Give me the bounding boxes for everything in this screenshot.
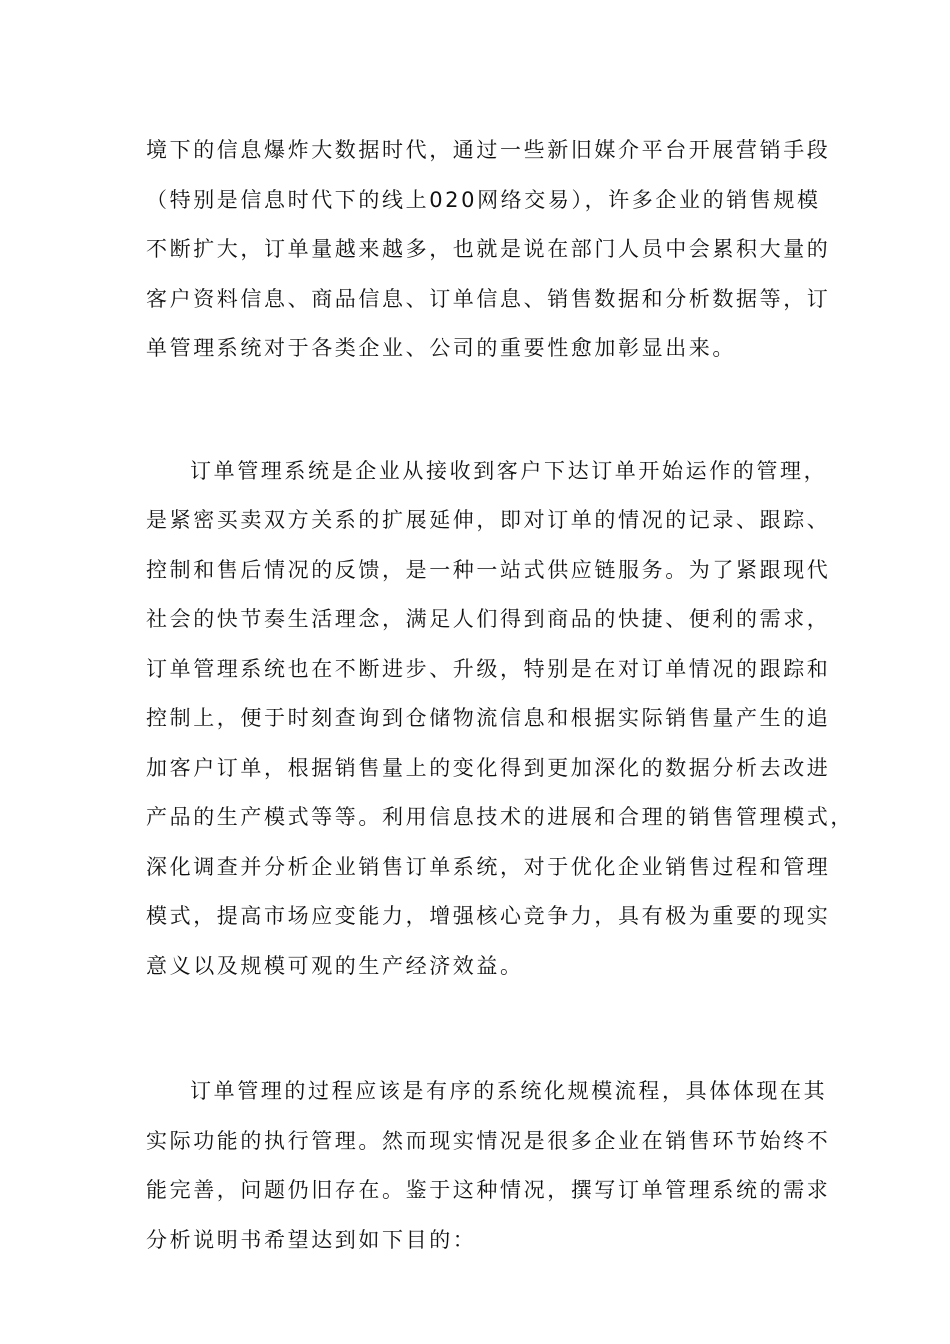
text-line: 加客户订单，根据销售量上的变化得到更加深化的数据分析去改进	[146, 755, 831, 780]
paragraph-1	[146, 126, 831, 374]
text-line: 能完善，问题仍旧存在。鉴于这种情况，撰写订单管理系统的需求	[146, 1178, 831, 1202]
text-line: 分析说明书希望达到如下目的：	[146, 1227, 477, 1252]
text-line-first: 订单管理系统是企业从接收到客户下达订单开始运作的管理，	[190, 458, 828, 483]
text-line: （特别是信息时代下的线上020网络交易），许多企业的销售规模	[146, 187, 821, 212]
text-line: 不断扩大，订单量越来越多，也就是说在部门人员中会累积大量的	[146, 237, 831, 261]
text-line: 控制和售后情况的反馈，是一种一站式供应链服务。为了紧跟现代	[146, 557, 831, 582]
text-line: 是紧密买卖双方关系的扩展延伸，即对订单的情况的记录、跟踪、	[146, 508, 831, 532]
text-line: 意义以及规模可观的生产经济效益。	[146, 953, 524, 978]
paragraph-2	[146, 447, 854, 992]
text-line: 实际功能的执行管理。然而现实情况是很多企业在销售环节始终不	[146, 1128, 831, 1153]
text-line: 订单管理系统也在不断进步、升级，特别是在对订单情况的跟踪和	[146, 656, 831, 681]
text-line: 模式，提高市场应变能力，增强核心竞争力，具有极为重要的现实	[146, 904, 831, 928]
text-line: 社会的快节奏生活理念，满足人们得到商品的快捷、便利的需求，	[146, 607, 831, 631]
paragraph-spacer	[146, 991, 806, 1067]
text-line: 控制上，便于时刻查询到仓储物流信息和根据实际销售量产生的追	[146, 706, 831, 730]
text-line: 客户资料信息、商品信息、订单信息、销售数据和分析数据等，订	[146, 286, 831, 311]
text-line: 单管理系统对于各类企业、公司的重要性愈加彰显出来。	[146, 336, 736, 360]
text-line: 境下的信息爆炸大数据时代，通过一些新旧媒介平台开展营销手段	[146, 138, 831, 162]
paragraph-spacer	[146, 374, 806, 447]
text-line: 产品的生产模式等等。利用信息技术的进展和合理的销售管理模式，	[146, 805, 854, 829]
paragraph-3	[146, 1067, 831, 1265]
text-line-first: 订单管理的过程应该是有序的系统化规模流程，具体体现在其	[190, 1079, 828, 1103]
document-body	[146, 126, 854, 1265]
text-line: 深化调查并分析企业销售订单系统，对于优化企业销售过程和管理	[146, 854, 831, 879]
